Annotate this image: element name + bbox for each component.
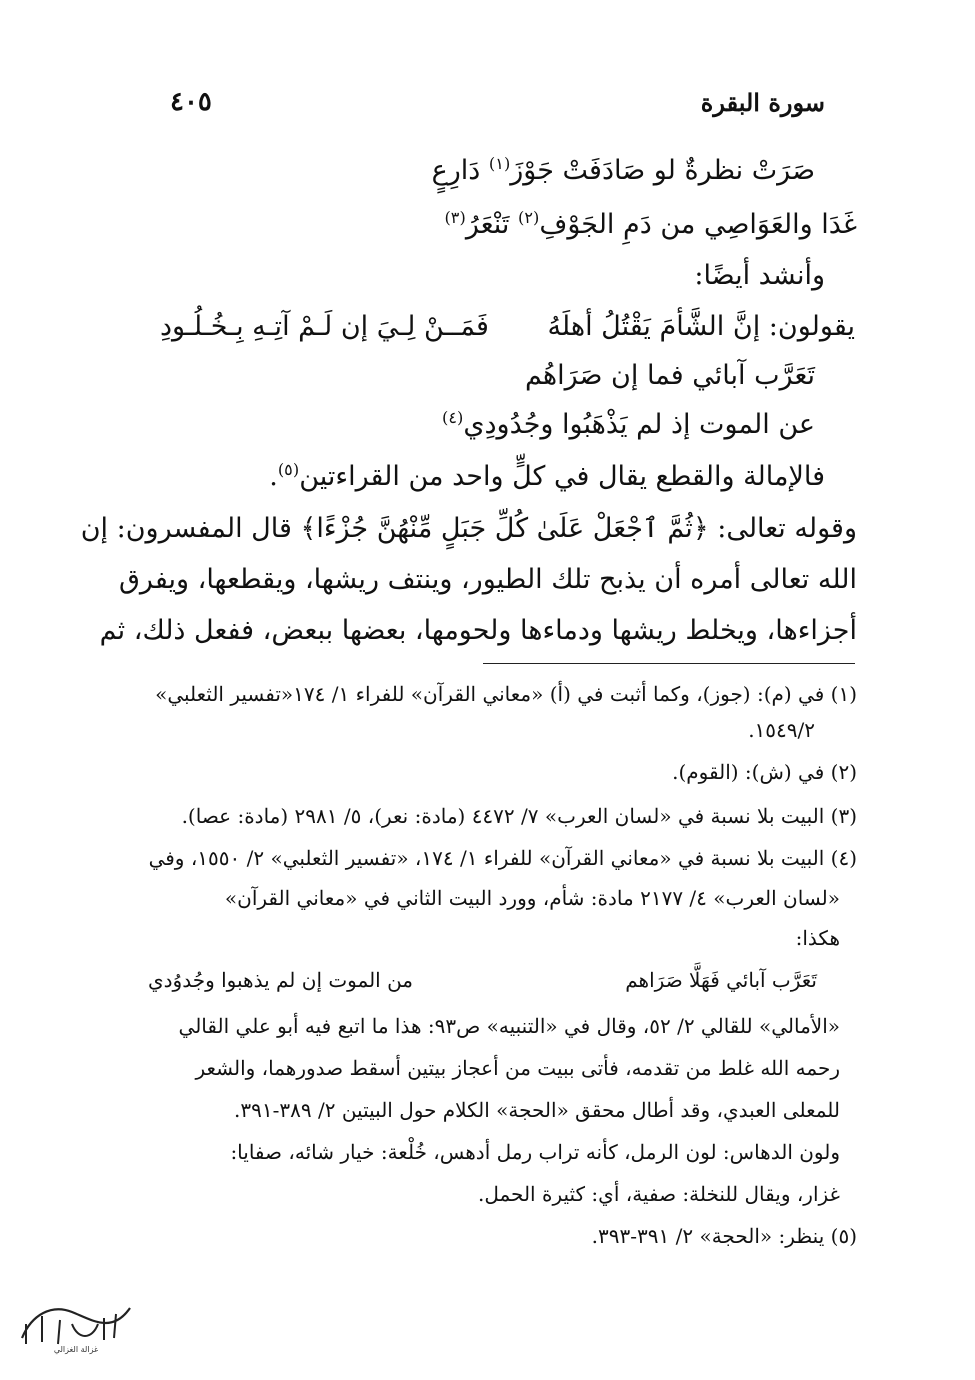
footnote-3: (٣) البيت بلا نسبة في «لسان العرب» ٧/ ٤٤٧٢ (مادة: نعر)، ٥/ ٢٩٨١ (مادة: عصا). [181, 804, 857, 828]
verse1-line1: صَرَتْ نظرةٌ لو صَادَفَتْ جَوْزَ$^{(١)}$ دَارِعٍ [431, 154, 815, 186]
verse2-line1-second-hemistich: فَمَــنْ لِـيَ إن لَـمْ آتِـهِ بِـخُـلُـودِ [160, 311, 489, 342]
footnote-ref-2: (٢) [517, 208, 540, 227]
footnote-4-line-6: للمعلى العبدي، وقد أطال محقق «الحجة» الكلام حول البيتين ٢/ ٣٨٩-٣٩١. [234, 1098, 840, 1122]
body-line-3: أجزاءها، ويخلط ريشها ودماءها ولحومها، بعضها ببعض، ففعل ذلك، ثم [99, 615, 857, 646]
surah-title: سورة البقرة [700, 87, 825, 117]
footnote-4-line-3: هكذا: [795, 926, 840, 950]
footnote-5: (٥) ينظر: «الحجة» ٢/ ٣٩١-٣٩٣. [591, 1224, 857, 1248]
body-line-1: وقوله تعالى: ﴿ثُمَّ ٱجْعَلْ عَلَىٰ كُلِّ جَبَلٍ مِّنْهُنَّ جُزْءًا﴾ قال المفسرون: إن [80, 513, 857, 544]
footnote-ref-3: (٣) [444, 208, 466, 227]
verse2-line2: تَعَرَّب آبائي فما إن صَرَاهُم [524, 360, 815, 391]
footnote-4-line-4: «الأمالي» للقالي ٢/ ٥٢، وقال في «التنبيه» ص٩٣: هذا ما اتبع فيه أبو علي القالي [178, 1014, 840, 1038]
page-number: ٤٠٥ [170, 87, 212, 117]
page-header [170, 82, 825, 122]
intro-text: وأنشد أيضًا: [694, 260, 825, 291]
footnote-4-line-7: ولون الدهاس: لون الرمل، كأنه تراب رمل أدهس، خُلْعة: خيار شائه، صفايا: [230, 1140, 840, 1164]
footnote-4-verse-first-hemistich: تَعَرَّب آبائي فَهَلَّا صَرَاهم [625, 968, 817, 992]
footnote-4-line-8: غزار، ويقال للنخلة: صفية، أي: كثيرة الحمل. [477, 1182, 840, 1206]
quran-verse: ﴿ثُمَّ ٱجْعَلْ عَلَىٰ كُلِّ جَبَلٍ مِّنْهُنَّ جُزْءًا﴾ [300, 513, 709, 544]
footnote-1-line-2: ١٥٤٩/٢. [748, 718, 815, 742]
footnote-4-verse-second-hemistich: من الموت إن لم يذهبوا وجُدوُدي [148, 968, 414, 992]
footnote-4-line-2: «لسان العرب» ٤/ ٢١٧٧ مادة: شأم، وورد البيت الثاني في «معاني القرآن» [224, 886, 840, 910]
footnote-ref-4: (٤) [442, 408, 464, 427]
verse2-line3: عن الموت إذ لم يَذْهَبُوا وجُدُودِي$^{(٤)}$ [442, 408, 815, 440]
footnote-4-line-1: (٤) البيت بلا نسبة في «معاني القرآن» للفراء ١/ ١٧٤، «تفسير الثعلبي» ٢/ ١٥٥٠، وفي [148, 846, 857, 870]
footnote-ref-5: (٥) [277, 460, 300, 479]
paragraph-1: فالإمالة والقطع يقال في كلٍّ واحد من القراءتين$^{(٥)}$. [269, 460, 825, 492]
publisher-logo-icon [12, 1294, 140, 1356]
footnote-4-line-5: رحمه الله غلط من تقدمه، فأتى ببيت من أعجاز بيتين أسقط صدورهما، والشعر [195, 1056, 840, 1080]
footnote-separator [483, 663, 855, 664]
footnote-1-line-1: (١) في (م): (جوز)، وكما أثبت في (أ) «معاني القرآن» للفراء ١/ ١٧٤«تفسير الثعلبي» [155, 682, 857, 706]
footnote-2: (٢) في (ش): (القوم). [672, 760, 857, 784]
footnote-ref-1: (١) [488, 154, 511, 173]
verse1-line2: غَدَا والعَوَاصِي من دَمِ الجَوْفِ$^{(٢)}$ تَنْعَرُ$^{(٣)}$ [444, 208, 857, 240]
body-line-2: الله تعالى أمره أن يذبح تلك الطيور، وينتف ريشها، ويقطعها، ويفرق [118, 564, 857, 595]
verse2-line1-first-hemistich: يقولون: إنَّ الشَّأمَ يَقْتُلُ أهلَهُ [547, 311, 855, 342]
svg-text:غزالة الغزالي: غزالة الغزالي [53, 1345, 99, 1354]
